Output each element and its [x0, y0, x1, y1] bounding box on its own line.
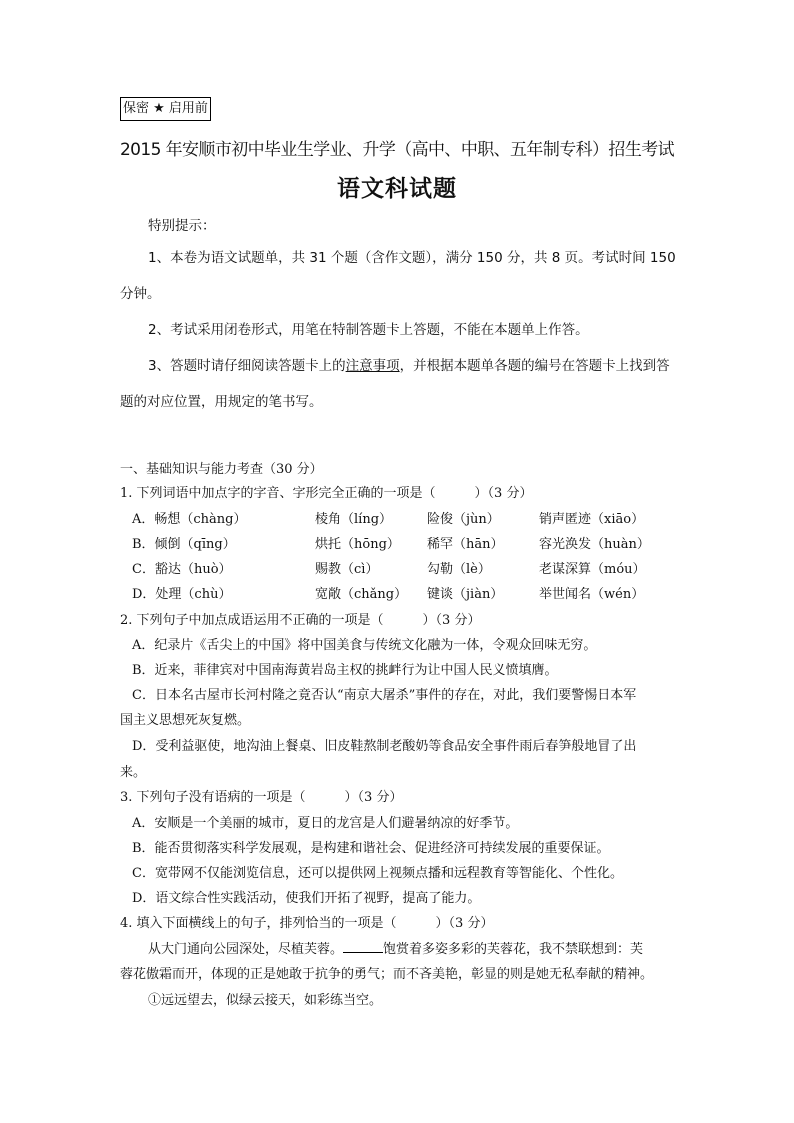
exam-title: 2015 年安顺市初中毕业生学业、升学（高中、中职、五年制专科）招生考试 [119, 140, 675, 160]
q2-option-b: B．近来，菲律宾对中国南海黄岩岛主权的挑衅行为让中国人民义愤填膺。 [132, 663, 558, 678]
q1-a-1: A．畅想（chàng） [132, 512, 247, 527]
q1-c-4: 老谋深算（móu） [539, 562, 646, 577]
q3-option-a: A．安顺是一个美丽的城市，夏日的龙宫是人们避暑纳凉的好季节。 [132, 816, 519, 831]
q1-d-1: D．处理（chù） [132, 587, 232, 602]
notice-item-2: 2、考试采用闭卷形式，用笔在特制答题卡上答题，不能在本题单上作答。 [148, 322, 589, 338]
q3-option-c: C．宽带网不仅能浏览信息，还可以提供网上视频点播和远程教育等智能化、个性化。 [132, 866, 623, 881]
q3-option-d: D．语文综合性实践活动，使我们开拓了视野，提高了能力。 [132, 891, 481, 906]
q2-option-c-line2: 国主义思想死灰复燃。 [120, 713, 251, 728]
q1-d-4: 举世闻名（wén） [539, 587, 645, 602]
section-1-heading: 一、基础知识与能力考查（30 分） [120, 462, 323, 477]
q2-option-c-line1: C．日本名古屋市长河村隆之竟否认“南京大屠杀”事件的存在，对此，我们要警惕日本军 [132, 688, 637, 703]
q4-passage-line1 [148, 938, 643, 957]
q1-c-3: 勾勒（lè） [427, 562, 491, 577]
notice-item-3-underlined: 注意事项 [345, 358, 400, 374]
notice-item-1: 1、本卷为语文试题单，共 31 个题（含作文题），满分 150 分，共 8 页。考试时间 150 分钟。 [120, 250, 676, 302]
subject-title: 语文科试题 [337, 176, 457, 202]
q1-c-1: C．豁达（huò） [132, 562, 232, 577]
q2-option-d-line1: D．受利益驱使，地沟油上餐桌、旧皮鞋熬制老酸奶等食品安全事件雨后春笋般地冒了出 [132, 739, 637, 754]
q1-b-1: B．倾倒（qīng） [132, 537, 236, 552]
q4-passage-line2: 蓉花傲霜而开，体现的正是她敢于抗争的勇气；而不吝美艳，彰显的则是她无私奉献的精神。 [120, 967, 654, 982]
q4-passage-text-a: 从大门通向公园深处，尽植芙蓉。 [148, 942, 344, 957]
q1-a-4: 销声匿迹（xiāo） [539, 512, 645, 527]
q1-a-2: 棱角（líng） [315, 512, 393, 527]
q1-d-2: 宽敞（chǎng） [315, 587, 408, 602]
q2-stem: 2. 下列句子中加点成语运用不正确的一项是（ ）（3 分） [120, 613, 481, 628]
notice-item-3-text-b: ，并根据本题单各题的编号在答题卡上找到答题的对应位置，用规定的笔书写。 [120, 358, 670, 410]
q1-stem: 1. 下列词语中加点字的字音、字形完全正确的一项是（ ）（3 分） [120, 486, 533, 501]
q1-b-4: 容光涣发（huàn） [539, 537, 650, 552]
q4-stem: 4. 填入下面横线上的句子，排列恰当的一项是（ ）（3 分） [120, 916, 494, 931]
q1-b-3: 稀罕（hān） [427, 537, 504, 552]
q1-a-3: 险俊（jùn） [427, 512, 500, 527]
q1-d-3: 键谈（jiàn） [427, 587, 504, 602]
confidential-label: 保密 ★ 启用前 [120, 97, 211, 121]
q2-option-d-line2: 来。 [120, 765, 147, 780]
q2-option-a: A．纪录片《舌尖上的中国》将中国美食与传统文化融为一体，令观众回味无穷。 [132, 638, 597, 653]
notice-item-3 [120, 348, 676, 420]
notice-heading: 特别提示： [148, 218, 216, 234]
q1-c-2: 赐教（cì） [315, 562, 379, 577]
answer-blank [343, 940, 383, 953]
q4-item-1: ①远远望去，似绿云接天，如彩练当空。 [148, 993, 383, 1008]
q4-passage-text-b: 饱赏着多姿多彩的芙蓉花，我不禁联想到：芙 [383, 942, 644, 957]
q3-option-b: B．能否贯彻落实科学发展观，是构建和谐社会、促进经济可持续发展的重要保证。 [132, 841, 610, 856]
notice-item-3-text-a: 3、答题时请仔细阅读答题卡上的 [148, 358, 346, 374]
q1-b-2: 烘托（hōng） [315, 537, 400, 552]
q3-stem: 3. 下列句子没有语病的一项是（ ）（3 分） [120, 790, 403, 805]
